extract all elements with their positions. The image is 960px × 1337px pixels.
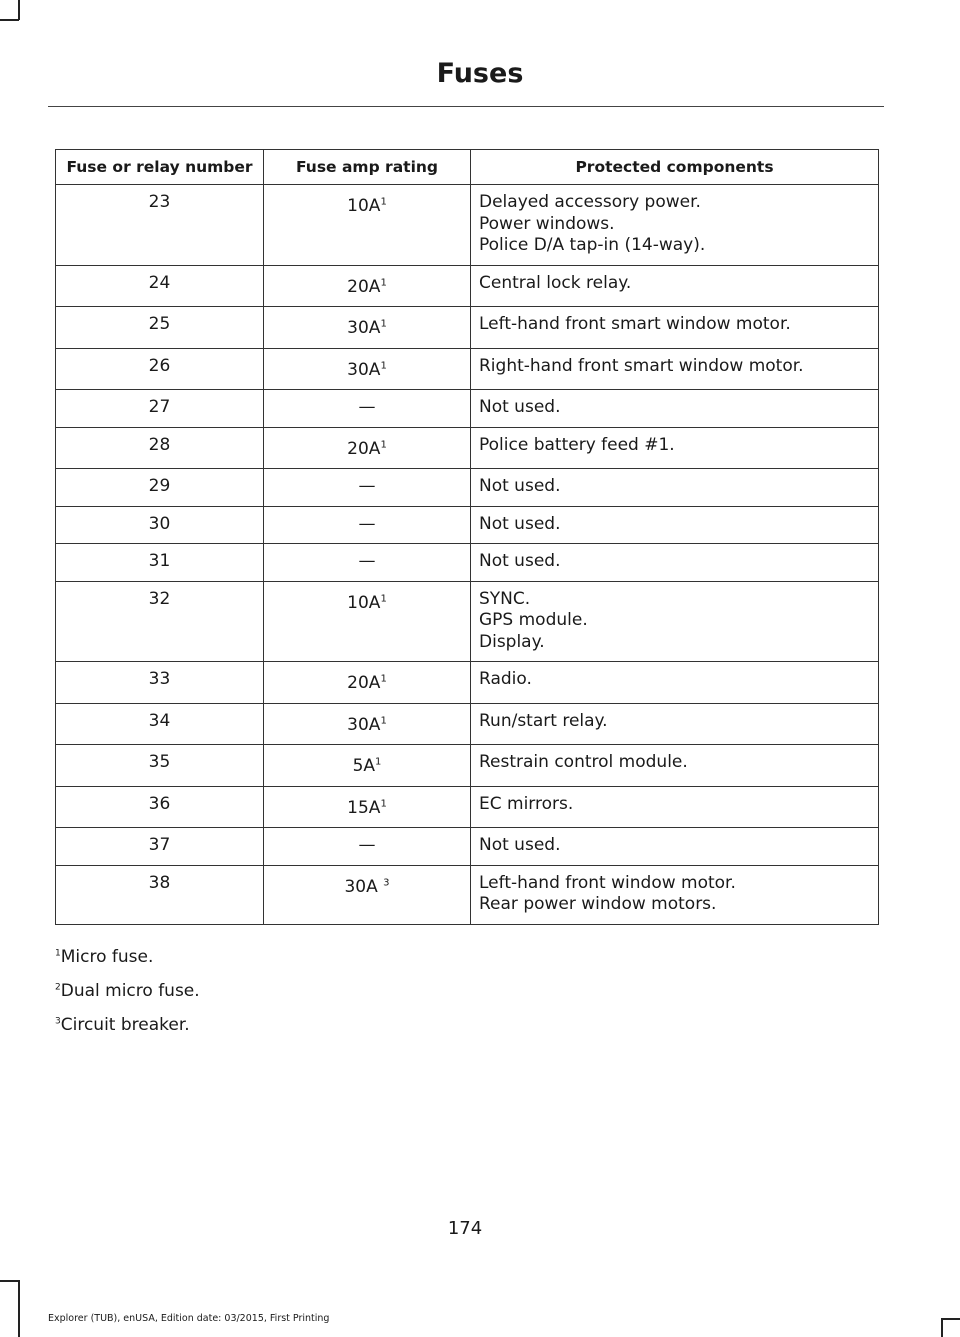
protected-components [471,348,879,390]
table-row [56,307,879,349]
fuse-amp-rating [264,581,471,662]
footnote-marker: 1 [380,359,387,371]
table-row [56,703,879,745]
fuse-amp-rating [264,662,471,704]
page-number: 174 [447,1218,483,1239]
fuse-amp-rating [264,348,471,390]
fuse-amp-rating [264,469,471,507]
fuse-number: 30 [56,506,264,544]
amp-value: 30A [347,714,381,735]
fuse-amp-rating [264,828,471,866]
fuse-number: 24 [56,265,264,307]
footnote-mark: 1 [55,948,61,959]
table-row [56,865,879,924]
amp-value: 20A [347,276,381,297]
component-line: EC mirrors. [479,793,574,814]
footnote-marker: 1 [375,756,382,768]
amp-value: — [358,476,376,496]
amp-value: — [358,513,376,534]
table-row [56,662,879,704]
table-row [56,786,879,828]
protected-components [471,703,879,745]
table-row [56,185,879,266]
component-line: Delayed accessory power. [479,192,701,212]
protected-components [471,786,879,828]
fuse-table-body [56,185,879,925]
component-line: Display. [479,631,545,652]
table-row [56,581,879,662]
fuse-amp-rating [264,786,471,828]
crop-mark-bottom-right-h [941,1318,960,1320]
amp-value: 30A [344,876,384,897]
fuse-amp-rating [264,865,471,924]
footer-edition-text: Explorer (TUB), enUSA, Edition date: 03/2015, First Printing [48,1313,330,1324]
amp-value: 10A [347,196,381,216]
fuse-number: 38 [56,865,264,924]
amp-value: 20A [347,673,381,693]
component-line: Not used. [479,476,561,496]
protected-components [471,581,879,662]
title-divider [48,106,884,107]
component-line: SYNC. [479,588,531,609]
header-protected-components: Protected components [471,150,879,185]
header-amp-rating: Fuse amp rating [264,150,471,185]
page-title: Fuses [436,58,524,89]
crop-mark-top-left-h [0,19,19,21]
table-row [56,506,879,544]
footnote-marker: 1 [380,318,387,330]
component-line: Restrain control module. [479,752,688,772]
component-line: Radio. [479,669,532,689]
amp-value: — [358,397,376,417]
footnote-marker: 1 [380,276,387,288]
amp-value: 30A [347,359,381,380]
protected-components [471,185,879,266]
fuse-amp-rating [264,745,471,787]
fuse-number: 25 [56,307,264,349]
component-line: Rear power window motors. [479,894,717,914]
component-line: Not used. [479,397,561,417]
fuse-number: 23 [56,185,264,266]
footnote-marker: 1 [380,673,387,685]
component-line: Not used. [479,513,561,534]
table-row [56,745,879,787]
fuse-number: 33 [56,662,264,704]
footnote [55,978,200,1012]
fuse-amp-rating [264,703,471,745]
fuse-number: 35 [56,745,264,787]
table-row [56,469,879,507]
crop-mark-bottom-left-h [0,1280,19,1282]
header-fuse-number: Fuse or relay number [56,150,264,185]
fuse-number: 36 [56,786,264,828]
component-line: Police battery feed #1. [479,434,675,455]
component-line: GPS module. [479,610,588,630]
crop-mark-bottom-right-v [941,1318,943,1337]
footnote-marker: 1 [380,797,387,809]
protected-components [471,390,879,428]
amp-value: 20A [347,438,381,459]
fuse-amp-rating [264,544,471,582]
fuse-number: 26 [56,348,264,390]
footnote [55,1012,200,1046]
component-line: Central lock relay. [479,272,632,293]
protected-components [471,544,879,582]
footnote-text: Dual micro fuse. [60,981,200,1001]
protected-components [471,865,879,924]
footnote-marker: 3 [383,876,390,888]
table-row [56,348,879,390]
component-line: Left-hand front window motor. [479,872,736,893]
protected-components [471,265,879,307]
amp-value: 15A [347,797,381,818]
fuse-number: 34 [56,703,264,745]
amp-value: — [358,551,376,571]
component-line: Run/start relay. [479,710,608,731]
table-row [56,265,879,307]
fuse-amp-rating [264,506,471,544]
fuse-number: 27 [56,390,264,428]
protected-components [471,427,879,469]
amp-value: 10A [347,592,381,613]
fuse-number: 28 [56,427,264,469]
footnote-text: Circuit breaker. [60,1015,190,1035]
fuse-number: 32 [56,581,264,662]
amp-value: — [358,835,376,855]
component-line: Power windows. [479,213,615,234]
component-line: Not used. [479,551,561,571]
amp-value: 5A [352,756,376,776]
crop-mark-top-left-v [18,0,20,20]
table-row [56,390,879,428]
footnote-mark: 3 [55,1016,61,1027]
protected-components [471,469,879,507]
fuse-number: 37 [56,828,264,866]
fuse-amp-rating [264,185,471,266]
fuse-amp-rating [264,307,471,349]
footnotes [55,944,200,1046]
footnote-marker: 1 [380,196,387,208]
table-header-row [56,150,879,185]
component-line: Police D/A tap-in (14-way). [479,235,706,255]
fuse-table [55,149,879,925]
table-row [56,427,879,469]
component-line: Not used. [479,835,561,855]
footnote-marker: 1 [380,714,387,726]
component-line: Right-hand front smart window motor. [479,355,804,376]
fuse-amp-rating [264,265,471,307]
fuse-amp-rating [264,427,471,469]
protected-components [471,506,879,544]
table-row [56,544,879,582]
amp-value: 30A [347,318,381,338]
footnote-marker: 1 [380,592,387,604]
footnote [55,944,200,978]
fuse-number: 29 [56,469,264,507]
fuse-number: 31 [56,544,264,582]
protected-components [471,662,879,704]
crop-mark-bottom-left-v [18,1280,20,1337]
footnote-text: Micro fuse. [60,947,154,967]
component-line: Left-hand front smart window motor. [479,314,791,334]
fuse-amp-rating [264,390,471,428]
protected-components [471,745,879,787]
table-row [56,828,879,866]
footnote-mark: 2 [55,982,61,993]
footnote-marker: 1 [380,438,387,450]
protected-components [471,307,879,349]
protected-components [471,828,879,866]
